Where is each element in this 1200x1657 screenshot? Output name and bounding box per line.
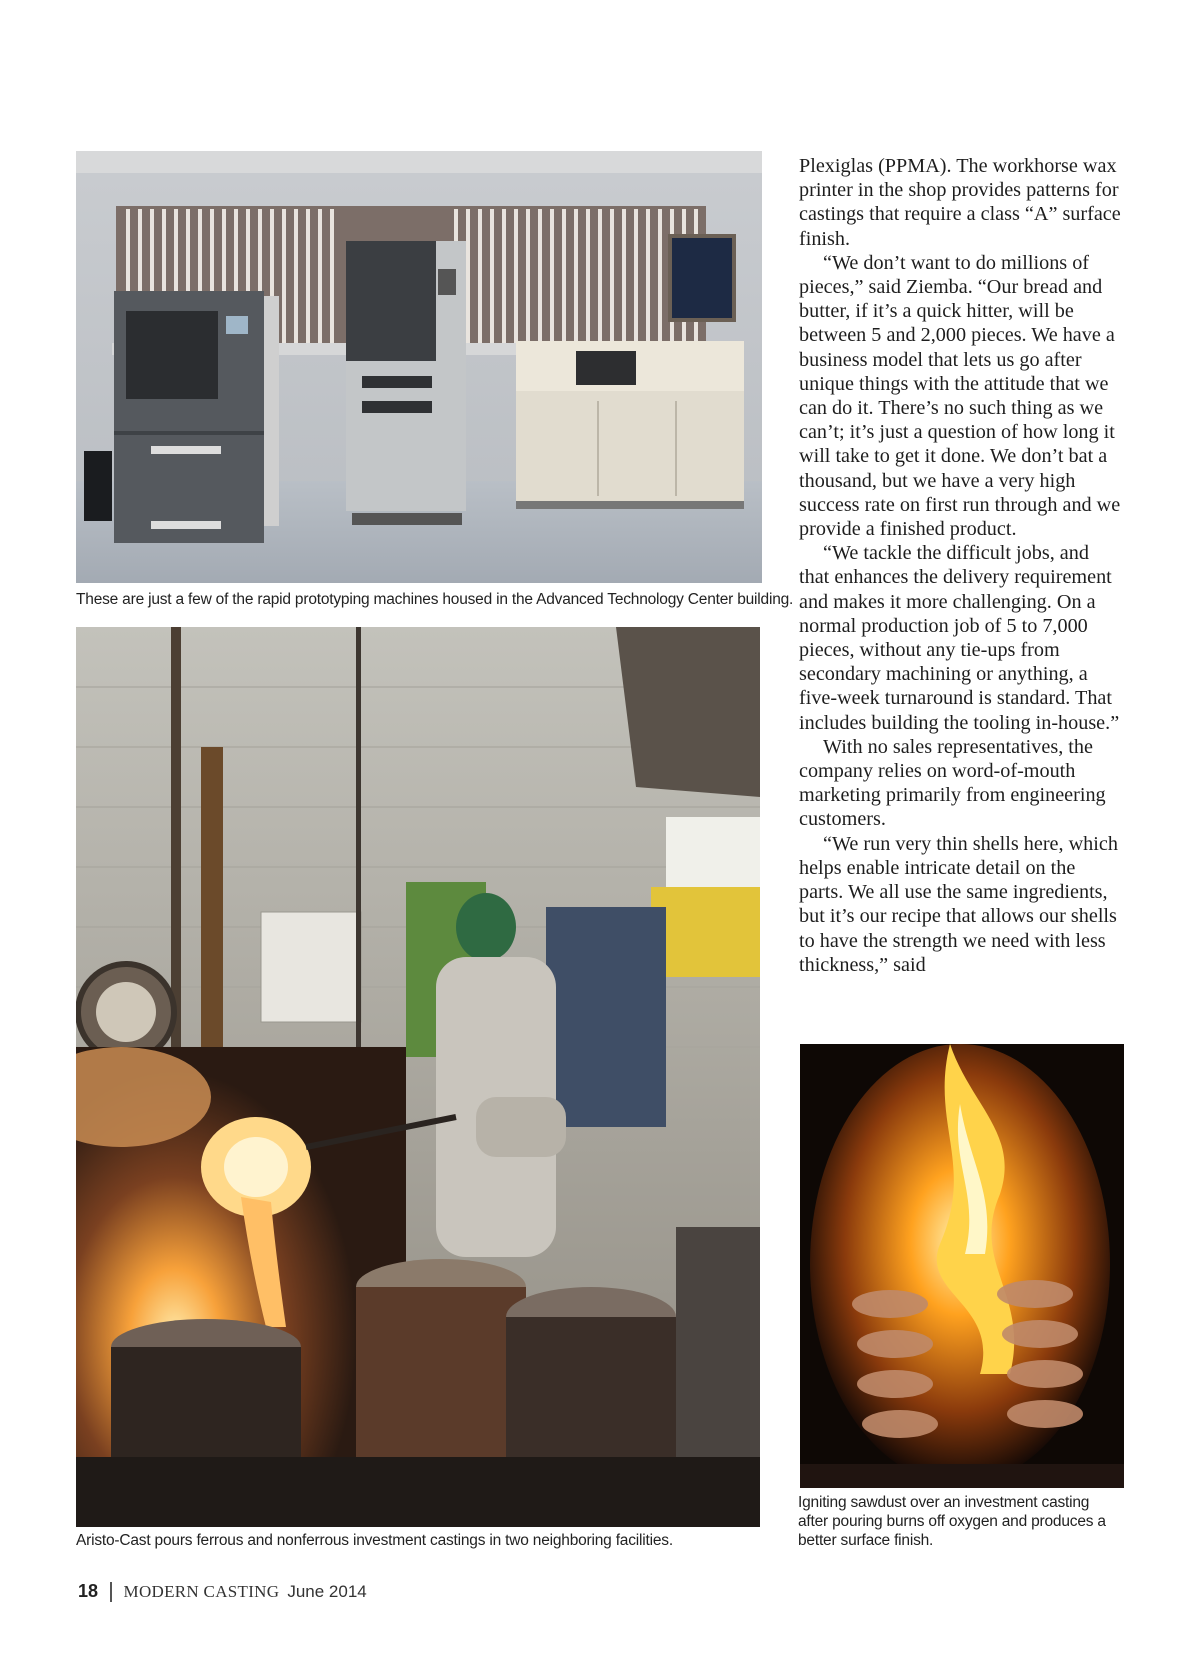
- issue-date: June 2014: [287, 1581, 367, 1601]
- page-number: 18: [78, 1581, 99, 1601]
- caption-pouring-castings: Aristo-Cast pours ferrous and nonferrous investment castings in two neighboring facilities.: [76, 1532, 673, 1549]
- article-paragraph: Plexiglas (PPMA). The workhorse wax printer in the shop provides patterns for castings that require a class “A” surface finish.: [799, 155, 1121, 250]
- photo-igniting-sawdust: [800, 1044, 1124, 1488]
- article-paragraph: “We tackle the difficult jobs, and that enhances the delivery requirement and makes it more challenging. On a normal production job of 5 to 7,000 pieces, without any tie-ups from secondary machining or anything, a five-week turnaround is standard. That includes building the tooling in-house.”: [799, 542, 1120, 734]
- article-paragraph: “We run very thin shells here, which helps enable intricate detail on the parts. We all use the same ingredients, but it’s our recipe that allows our shells to have the strength we need with less thickness,” said: [799, 832, 1118, 976]
- page-footer: [78, 1581, 367, 1602]
- photo-pouring-castings: [76, 627, 760, 1527]
- article-paragraph: “We don’t want to do millions of pieces,” said Ziemba. “Our bread and butter, if it’s a quick hitter, will be between 5 and 2,000 pieces. We have a business model that lets us go after unique things with the attitude that we can do it. There’s no such thing as we can’t; it’s just a question of how long it will take to get it done. We don’t bat a thousand, but we have a very high success rate on first run through and we provide a finished product.: [799, 251, 1121, 541]
- photo-prototyping-machines: [76, 151, 762, 583]
- caption-igniting-sawdust: Igniting sawdust over an investment casting after pouring burns off oxygen and produces a better surface finish.: [798, 1494, 1106, 1549]
- caption-prototyping-machines: These are just a few of the rapid prototyping machines housed in the Advanced Technology Center building.: [76, 591, 794, 608]
- article-body: [799, 154, 1121, 977]
- magazine-name: MODERN CASTING: [123, 1581, 280, 1601]
- article-paragraph: With no sales representatives, the company relies on word-of-mouth marketing primarily from engineering customers.: [799, 735, 1106, 831]
- folio-separator: [110, 1582, 112, 1602]
